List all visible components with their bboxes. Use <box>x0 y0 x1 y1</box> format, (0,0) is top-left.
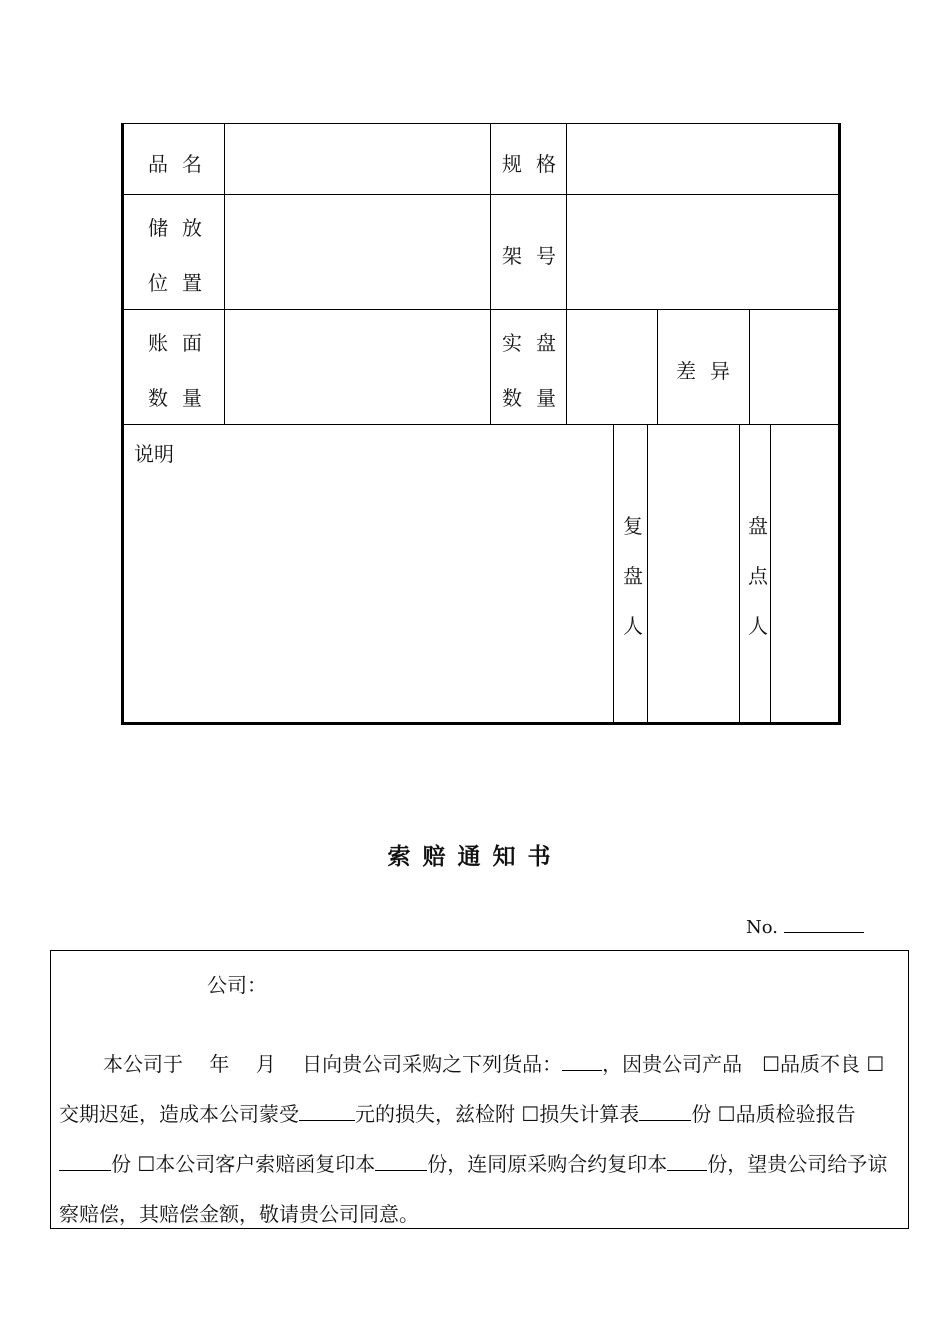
claim-notice-title: 索赔通知书 <box>387 844 563 870</box>
customer-claim-copies-blank[interactable] <box>375 1152 427 1171</box>
qc-report-copies-blank[interactable] <box>59 1152 111 1171</box>
inventory-card <box>121 123 841 725</box>
claim-segment: 份 ☐品质检验报告 <box>691 1102 856 1126</box>
column-divider <box>613 424 614 723</box>
difference-label: 差异 <box>676 359 744 383</box>
claim-segment: 份 ☐本公司客户索赔函复印本 <box>111 1152 376 1176</box>
counter-person-char: 盘 <box>748 514 768 538</box>
notice-number-blank[interactable] <box>784 916 864 933</box>
counter-person-label <box>746 501 770 651</box>
claim-body <box>59 1039 891 1239</box>
counter-person-char: 人 <box>748 614 768 638</box>
claim-segment: 本公司于 年 月 日向贵公司采购之下列货品： <box>103 1052 563 1076</box>
product-name-label: 品名 <box>148 152 216 176</box>
recheck-person-label <box>621 501 645 651</box>
column-divider <box>749 309 750 424</box>
recheck-person-char: 人 <box>623 614 643 638</box>
column-divider <box>739 424 740 723</box>
notes-label: 说明 <box>134 442 174 466</box>
claim-segment: 份，连同原采购合约复印本 <box>427 1152 668 1176</box>
notice-number-label: No. <box>746 917 778 938</box>
column-divider <box>657 309 658 424</box>
loss-calc-copies-blank[interactable] <box>639 1102 691 1121</box>
notice-number <box>746 916 864 938</box>
goods-blank[interactable] <box>562 1052 602 1071</box>
actual-qty-line1: 实盘 <box>502 331 570 355</box>
recheck-person-char: 盘 <box>623 564 643 588</box>
row-divider <box>124 309 838 310</box>
column-divider <box>770 424 771 723</box>
storage-label-line1: 储放 <box>148 216 216 240</box>
recheck-person-char: 复 <box>623 514 643 538</box>
spec-label: 规格 <box>502 152 570 176</box>
claim-segment: 元的损失，兹检附 ☐损失计算表 <box>355 1102 640 1126</box>
loss-amount-blank[interactable] <box>299 1102 355 1121</box>
storage-label-line2: 位置 <box>148 271 216 295</box>
column-divider <box>224 124 225 424</box>
claim-segment: 份，望贵公司给予谅察赔偿，其赔偿金额，敬请贵公司同意。 <box>59 1152 888 1226</box>
book-qty-line1: 账面 <box>148 331 216 355</box>
row-divider <box>124 194 838 195</box>
column-divider <box>490 124 491 424</box>
row-divider <box>124 424 838 425</box>
addressee: 公司： <box>207 973 267 997</box>
counter-person-char: 点 <box>748 564 768 588</box>
actual-qty-line2: 数量 <box>502 386 570 410</box>
claim-segment: ，因贵公司产品 ☐品质不良 ☐交期迟延，造成本公司蒙受 <box>59 1052 885 1126</box>
claim-paragraph <box>59 1039 891 1239</box>
shelf-label: 架号 <box>502 244 570 268</box>
book-qty-line2: 数量 <box>148 386 216 410</box>
contract-copies-blank[interactable] <box>667 1152 707 1171</box>
claim-notice-box <box>50 950 909 1229</box>
column-divider <box>647 424 648 723</box>
